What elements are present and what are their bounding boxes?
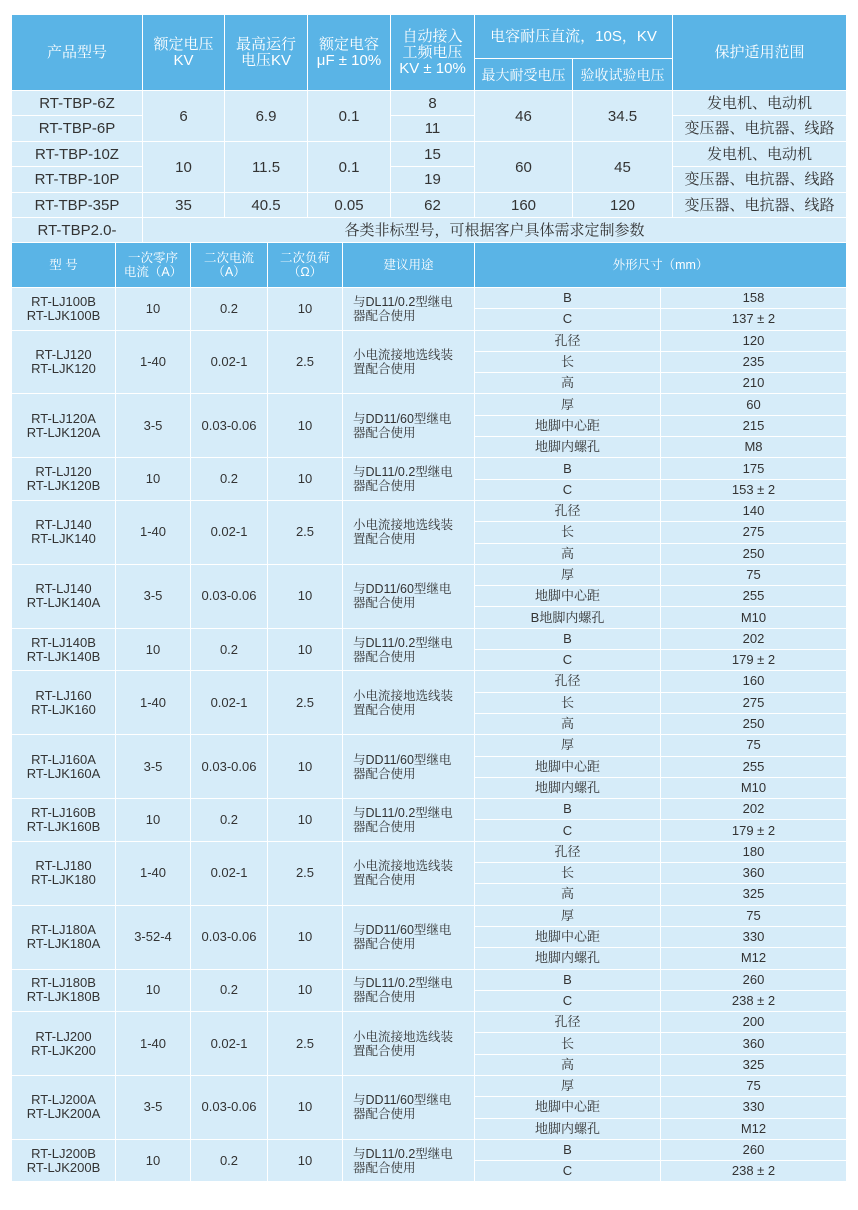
header-rated-voltage <box>143 15 224 90</box>
model-cell <box>12 1140 115 1182</box>
usage-text: 与DL11/0.2型继电 <box>353 294 453 309</box>
secondary-current-cell: 0.02-1 <box>191 331 267 394</box>
model-name: RT-LJK120B <box>26 478 101 494</box>
secondary-current-cell: 0.02-1 <box>191 501 267 564</box>
max-voltage-cell: 6.9 <box>225 91 307 141</box>
header-usage: 建议用途 <box>343 243 474 287</box>
model-name: RT-LJ120A <box>31 410 96 426</box>
model-cell: RT-TBP-10P <box>12 167 142 192</box>
header-dc-withstand-group: 电容耐压直流，10S，KV <box>475 15 672 58</box>
dimension-value: M12 <box>661 948 846 968</box>
dimension-label: 地脚中心距 <box>475 757 660 777</box>
model-cell <box>12 970 115 1012</box>
dimension-value: 75 <box>661 565 846 585</box>
model-name: RT-LJK200B <box>26 1159 101 1175</box>
model-cell <box>12 629 115 671</box>
acceptance-test-cell: 45 <box>573 142 672 192</box>
dimension-value: 325 <box>661 884 846 904</box>
dimension-label: 地脚内螺孔 <box>475 948 660 968</box>
dimension-label: 厚 <box>475 735 660 755</box>
primary-current-cell: 1-40 <box>116 842 190 905</box>
model-name: RT-LJK180 <box>31 872 96 888</box>
secondary-load-cell: 2.5 <box>268 501 342 564</box>
model-name: RT-LJ180B <box>31 975 96 991</box>
custom-note-cell: 各类非标型号，可根据客户具体需求定制参数 <box>143 218 846 242</box>
dimension-label: 厚 <box>475 1076 660 1096</box>
dimension-value: 235 <box>661 352 846 372</box>
header-line: （Ω） <box>287 265 323 279</box>
model-name: RT-LJ100B <box>31 293 96 309</box>
usage-cell <box>343 671 474 734</box>
header-line: KV ± 10% <box>399 59 466 77</box>
dimension-label: 长 <box>475 1033 660 1053</box>
usage-text: 与DD11/60型继电 <box>353 752 452 767</box>
model-name: RT-LJK180B <box>26 989 101 1005</box>
header-max-withstand: 最大耐受电压 <box>475 59 572 90</box>
header-auto-voltage <box>391 15 474 90</box>
model-name: RT-LJ200A <box>31 1092 96 1108</box>
capacitance-cell: 0.1 <box>308 142 390 192</box>
scope-cell: 变压器、电抗器、线路 <box>673 167 846 192</box>
dimension-label: 长 <box>475 352 660 372</box>
acceptance-test-cell: 34.5 <box>573 91 672 141</box>
dimension-label: 孔径 <box>475 501 660 521</box>
header-line: 额定电压 <box>153 35 214 53</box>
primary-current-cell: 10 <box>116 799 190 841</box>
usage-cell <box>343 735 474 798</box>
dimension-label: B <box>475 1140 660 1160</box>
dimension-label: B <box>475 629 660 649</box>
usage-text: 与DL11/0.2型继电 <box>353 976 453 991</box>
dimension-label: C <box>475 1161 660 1181</box>
rated-voltage-cell: 10 <box>143 142 224 192</box>
header-line: 工频电压 <box>402 43 463 61</box>
secondary-current-cell: 0.03-0.06 <box>191 735 267 798</box>
header-acceptance-test: 验收试验电压 <box>573 59 672 90</box>
primary-current-cell: 10 <box>116 288 190 330</box>
usage-text: 置配合使用 <box>353 873 416 888</box>
dimension-value: 215 <box>661 416 846 436</box>
model-name: RT-LJK140B <box>26 648 101 664</box>
primary-current-cell: 3-5 <box>116 735 190 798</box>
dimension-value: 210 <box>661 373 846 393</box>
secondary-current-cell: 0.03-0.06 <box>191 906 267 969</box>
dimension-label: 高 <box>475 373 660 393</box>
usage-text: 小电流接地选线装 <box>353 1029 454 1044</box>
scope-cell: 变压器、电抗器、线路 <box>673 193 846 217</box>
dimension-value: 325 <box>661 1055 846 1075</box>
dimension-label: 厚 <box>475 394 660 414</box>
secondary-load-cell: 10 <box>268 735 342 798</box>
usage-text: 器配合使用 <box>353 819 416 834</box>
header-model-label: 产品型号 <box>46 43 107 61</box>
custom-model-cell: RT-TBP2.0- <box>12 218 142 242</box>
dimension-value: 238 ± 2 <box>661 991 846 1011</box>
dimension-value: M10 <box>661 778 846 798</box>
dimension-value: 250 <box>661 544 846 564</box>
usage-text: 器配合使用 <box>353 479 416 494</box>
dimension-value: 179 ± 2 <box>661 650 846 670</box>
dimension-label: 地脚中心距 <box>475 1097 660 1117</box>
secondary-current-cell: 0.02-1 <box>191 842 267 905</box>
dimension-value: 360 <box>661 1033 846 1053</box>
usage-text: 器配合使用 <box>353 1107 416 1122</box>
model-cell <box>12 906 115 969</box>
model-cell <box>12 799 115 841</box>
dimension-label: 长 <box>475 693 660 713</box>
header-model: 型 号 <box>12 243 115 287</box>
dimension-label: 高 <box>475 714 660 734</box>
header-primary-current <box>116 243 190 287</box>
usage-text: 器配合使用 <box>353 425 416 440</box>
model-name: RT-LJK140A <box>26 595 101 611</box>
primary-current-cell: 3-5 <box>116 394 190 457</box>
secondary-load-cell: 10 <box>268 906 342 969</box>
max-withstand-cell: 160 <box>475 193 572 217</box>
model-name: RT-LJ120 <box>35 347 92 363</box>
dimension-value: 260 <box>661 970 846 990</box>
dimension-label: 地脚中心距 <box>475 927 660 947</box>
secondary-load-cell: 2.5 <box>268 1012 342 1075</box>
dimension-label: 地脚中心距 <box>475 586 660 606</box>
capacitor-spec-table <box>12 15 846 242</box>
model-name: RT-LJK100B <box>26 307 101 323</box>
dimension-label: B <box>475 799 660 819</box>
scope-cell: 发电机、电动机 <box>673 142 846 166</box>
secondary-current-cell: 0.03-0.06 <box>191 394 267 457</box>
dimension-value: 360 <box>661 863 846 883</box>
primary-current-cell: 10 <box>116 629 190 671</box>
model-name: RT-LJK120A <box>26 424 101 440</box>
usage-text: 小电流接地选线装 <box>353 518 454 533</box>
secondary-load-cell: 10 <box>268 629 342 671</box>
dimension-label: 孔径 <box>475 842 660 862</box>
model-name: RT-LJK160B <box>26 818 101 834</box>
model-name: RT-LJ200 <box>35 1028 92 1044</box>
model-cell <box>12 458 115 500</box>
dimension-value: M12 <box>661 1119 846 1139</box>
header-dimensions: 外形尺寸（mm） <box>475 243 846 287</box>
primary-current-cell: 10 <box>116 458 190 500</box>
primary-current-cell: 10 <box>116 1140 190 1182</box>
usage-cell <box>343 288 474 330</box>
dimension-label: B <box>475 458 660 478</box>
primary-current-cell: 10 <box>116 970 190 1012</box>
dimension-value: 153 ± 2 <box>661 480 846 500</box>
usage-cell <box>343 906 474 969</box>
dimension-label: 长 <box>475 522 660 542</box>
dimension-label: 孔径 <box>475 671 660 691</box>
usage-text: 小电流接地选线装 <box>353 688 454 703</box>
model-cell <box>12 1012 115 1075</box>
usage-text: 器配合使用 <box>353 1160 416 1175</box>
dimension-label: C <box>475 820 660 840</box>
secondary-load-cell: 2.5 <box>268 331 342 394</box>
secondary-load-cell: 2.5 <box>268 842 342 905</box>
dimension-label: C <box>475 480 660 500</box>
usage-cell <box>343 394 474 457</box>
rated-voltage-cell: 6 <box>143 91 224 141</box>
model-name: RT-LJK200 <box>31 1042 96 1058</box>
dimension-label: 厚 <box>475 565 660 585</box>
scope-cell: 变压器、电抗器、线路 <box>673 116 846 141</box>
dimension-label: B <box>475 288 660 308</box>
auto-voltage-cell: 19 <box>391 167 474 192</box>
secondary-current-cell: 0.2 <box>191 629 267 671</box>
primary-current-cell: 1-40 <box>116 671 190 734</box>
model-cell <box>12 842 115 905</box>
dimension-value: 175 <box>661 458 846 478</box>
secondary-load-cell: 10 <box>268 1076 342 1139</box>
model-cell <box>12 394 115 457</box>
secondary-current-cell: 0.02-1 <box>191 671 267 734</box>
header-line: 自动接入 <box>402 27 463 45</box>
dimension-value: 200 <box>661 1012 846 1032</box>
secondary-load-cell: 10 <box>268 1140 342 1182</box>
auto-voltage-cell: 15 <box>391 142 474 166</box>
model-cell: RT-TBP-35P <box>12 193 142 217</box>
dimension-value: 75 <box>661 735 846 755</box>
usage-text: 器配合使用 <box>353 649 416 664</box>
usage-cell <box>343 1140 474 1182</box>
secondary-load-cell: 10 <box>268 288 342 330</box>
secondary-load-cell: 10 <box>268 970 342 1012</box>
model-cell <box>12 671 115 734</box>
primary-current-cell: 1-40 <box>116 331 190 394</box>
usage-text: 器配合使用 <box>353 766 416 781</box>
header-line: （A） <box>212 265 246 279</box>
secondary-current-cell: 0.2 <box>191 288 267 330</box>
dimension-value: 60 <box>661 394 846 414</box>
dimension-value: 120 <box>661 331 846 351</box>
dimension-value: 330 <box>661 927 846 947</box>
model-cell <box>12 565 115 628</box>
dimension-label: C <box>475 650 660 670</box>
model-name: RT-LJ140B <box>31 634 96 650</box>
usage-text: 与DL11/0.2型继电 <box>353 465 453 480</box>
dimension-value: 255 <box>661 757 846 777</box>
model-name: RT-LJ160B <box>31 804 96 820</box>
header-model <box>12 15 142 90</box>
primary-current-cell: 1-40 <box>116 1012 190 1075</box>
auto-voltage-cell: 8 <box>391 91 474 115</box>
usage-text: 置配合使用 <box>353 362 416 377</box>
usage-cell <box>343 799 474 841</box>
model-name: RT-LJ160 <box>35 687 92 703</box>
model-name: RT-LJK160 <box>31 701 96 717</box>
dimension-label: 厚 <box>475 906 660 926</box>
model-name: RT-LJK180A <box>26 936 101 952</box>
model-cell: RT-TBP-6P <box>12 116 142 141</box>
dimension-value: M8 <box>661 437 846 457</box>
usage-cell <box>343 970 474 1012</box>
usage-text: 器配合使用 <box>353 596 416 611</box>
dimension-value: 255 <box>661 586 846 606</box>
dimension-value: 179 ± 2 <box>661 820 846 840</box>
usage-text: 器配合使用 <box>353 937 416 952</box>
usage-cell <box>343 1076 474 1139</box>
model-cell: RT-TBP-10Z <box>12 142 142 166</box>
dimension-label: 地脚中心距 <box>475 416 660 436</box>
dimension-value: 137 ± 2 <box>661 309 846 329</box>
dimension-value: 202 <box>661 799 846 819</box>
header-line: KV <box>173 51 194 69</box>
secondary-load-cell: 2.5 <box>268 671 342 734</box>
usage-cell <box>343 629 474 671</box>
header-secondary-current <box>191 243 267 287</box>
dimension-label: 高 <box>475 1055 660 1075</box>
header-scope: 保护适用范围 <box>673 15 846 90</box>
model-name: RT-LJ180 <box>35 858 92 874</box>
capacitance-cell: 0.1 <box>308 91 390 141</box>
secondary-current-cell: 0.02-1 <box>191 1012 267 1075</box>
model-name: RT-LJ140 <box>35 517 92 533</box>
model-name: RT-LJK160A <box>26 765 101 781</box>
usage-cell <box>343 842 474 905</box>
dimension-label: 高 <box>475 884 660 904</box>
usage-text: 置配合使用 <box>353 1043 416 1058</box>
max-withstand-cell: 60 <box>475 142 572 192</box>
usage-text: 器配合使用 <box>353 308 416 323</box>
secondary-current-cell: 0.2 <box>191 458 267 500</box>
model-name: RT-LJK200A <box>26 1106 101 1122</box>
secondary-load-cell: 10 <box>268 799 342 841</box>
header-line: μF ± 10% <box>316 51 382 69</box>
header-line: 额定电容 <box>318 35 379 53</box>
secondary-current-cell: 0.2 <box>191 799 267 841</box>
max-withstand-cell: 46 <box>475 91 572 141</box>
secondary-load-cell: 10 <box>268 565 342 628</box>
usage-text: 置配合使用 <box>353 532 416 547</box>
model-cell <box>12 331 115 394</box>
dimension-value: 160 <box>661 671 846 691</box>
primary-current-cell: 3-5 <box>116 565 190 628</box>
primary-current-cell: 3-5 <box>116 1076 190 1139</box>
acceptance-test-cell: 120 <box>573 193 672 217</box>
secondary-load-cell: 10 <box>268 394 342 457</box>
dimension-label: 孔径 <box>475 331 660 351</box>
usage-text: 与DD11/60型继电 <box>353 923 452 938</box>
dimension-value: 275 <box>661 522 846 542</box>
model-name: RT-LJ140 <box>35 581 92 597</box>
model-cell <box>12 288 115 330</box>
usage-text: 与DL11/0.2型继电 <box>353 635 453 650</box>
model-cell <box>12 501 115 564</box>
secondary-load-cell: 10 <box>268 458 342 500</box>
usage-cell <box>343 501 474 564</box>
usage-cell <box>343 458 474 500</box>
dimension-value: 158 <box>661 288 846 308</box>
secondary-current-cell: 0.2 <box>191 1140 267 1182</box>
dimension-value: 238 ± 2 <box>661 1161 846 1181</box>
max-voltage-cell: 40.5 <box>225 193 307 217</box>
header-line: 最高运行 <box>235 35 296 53</box>
dimension-value: 250 <box>661 714 846 734</box>
header-line: 二次电流 <box>203 251 254 265</box>
rated-voltage-cell: 35 <box>143 193 224 217</box>
model-name: RT-LJ180A <box>31 922 96 938</box>
model-name: RT-LJK120 <box>31 361 96 377</box>
dimension-value: 180 <box>661 842 846 862</box>
model-name: RT-LJ160A <box>31 751 96 767</box>
usage-text: 小电流接地选线装 <box>353 859 454 874</box>
auto-voltage-cell: 62 <box>391 193 474 217</box>
model-name: RT-LJ120 <box>35 464 92 480</box>
dimension-label: 地脚内螺孔 <box>475 437 660 457</box>
dimension-value: 330 <box>661 1097 846 1117</box>
dimension-label: 地脚内螺孔 <box>475 1119 660 1139</box>
usage-text: 器配合使用 <box>353 990 416 1005</box>
model-name: RT-LJK140 <box>31 531 96 547</box>
primary-current-cell: 3-52-4 <box>116 906 190 969</box>
max-voltage-cell: 11.5 <box>225 142 307 192</box>
header-secondary-load <box>268 243 342 287</box>
dimension-value: 75 <box>661 1076 846 1096</box>
header-max-voltage <box>225 15 307 90</box>
dimension-value: 140 <box>661 501 846 521</box>
dimension-label: 长 <box>475 863 660 883</box>
usage-cell <box>343 1012 474 1075</box>
secondary-current-cell: 0.03-0.06 <box>191 1076 267 1139</box>
dimension-value: 75 <box>661 906 846 926</box>
model-cell: RT-TBP-6Z <box>12 91 142 115</box>
usage-text: 与DD11/60型继电 <box>353 411 452 426</box>
dimension-label: C <box>475 991 660 1011</box>
dimension-label: 地脚内螺孔 <box>475 778 660 798</box>
dimension-label: B地脚内螺孔 <box>475 607 660 627</box>
scope-cell: 发电机、电动机 <box>673 91 846 115</box>
dimension-value: 260 <box>661 1140 846 1160</box>
header-capacitance <box>308 15 390 90</box>
header-line: 一次零序 <box>127 251 178 265</box>
model-name: RT-LJ200B <box>31 1145 96 1161</box>
primary-current-cell: 1-40 <box>116 501 190 564</box>
model-cell <box>12 1076 115 1139</box>
usage-text: 置配合使用 <box>353 702 416 717</box>
model-cell <box>12 735 115 798</box>
header-line: 二次负荷 <box>279 251 330 265</box>
dimension-value: 202 <box>661 629 846 649</box>
current-transformer-spec-table <box>12 243 846 1181</box>
dimension-label: 孔径 <box>475 1012 660 1032</box>
dimension-value: M10 <box>661 607 846 627</box>
auto-voltage-cell: 11 <box>391 116 474 141</box>
dimension-label: C <box>475 309 660 329</box>
dimension-label: B <box>475 970 660 990</box>
secondary-current-cell: 0.2 <box>191 970 267 1012</box>
capacitance-cell: 0.05 <box>308 193 390 217</box>
usage-cell <box>343 565 474 628</box>
header-line: 电压KV <box>240 51 291 69</box>
usage-text: 与DD11/60型继电 <box>353 1093 452 1108</box>
usage-text: 与DL11/0.2型继电 <box>353 1146 453 1161</box>
header-line: 电流（A） <box>123 265 183 279</box>
usage-cell <box>343 331 474 394</box>
usage-text: 小电流接地选线装 <box>353 348 454 363</box>
dimension-label: 高 <box>475 544 660 564</box>
secondary-current-cell: 0.03-0.06 <box>191 565 267 628</box>
dimension-value: 275 <box>661 693 846 713</box>
usage-text: 与DD11/60型继电 <box>353 582 452 597</box>
usage-text: 与DL11/0.2型继电 <box>353 805 453 820</box>
